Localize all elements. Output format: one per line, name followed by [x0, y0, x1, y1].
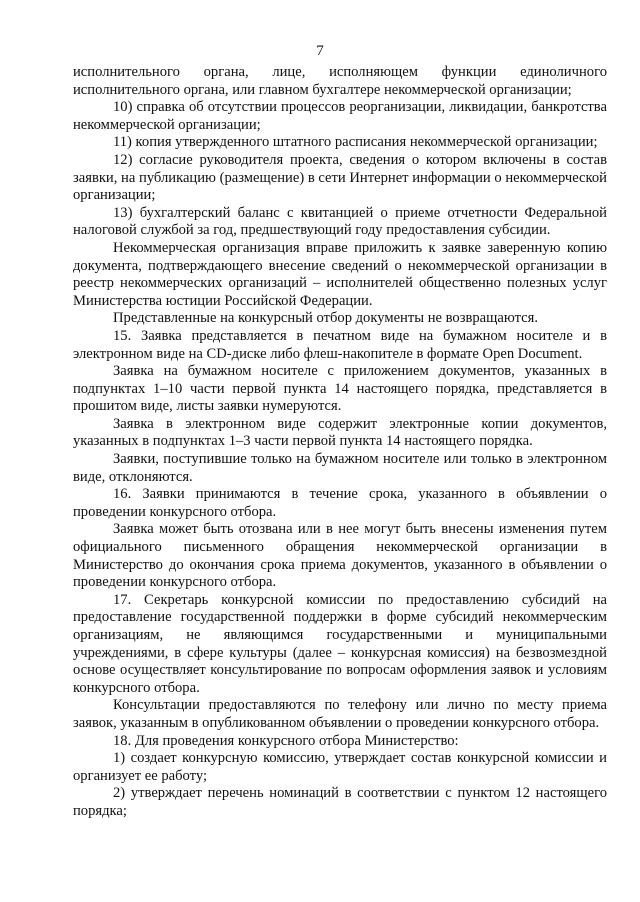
paragraph-documents-not-returned: Представленные на конкурсный отбор документы не возвращаются.: [113, 310, 538, 327]
clause-15: 15. Заявка представляется в печатном виде на бумажном носителе и в электронном виде на CD-диске либо флеш-накопителе в формате Open Document.: [73, 327, 607, 362]
list-item-11: 11) копия утвержденного штатного расписания некоммерческой организации;: [113, 134, 598, 151]
paragraph-paper-application: Заявка на бумажном носителе с приложением документов, указанных в подпунктах 1–10 части первой пункта 14 настоящего порядка, представляется в прошитом виде, листы заявки нумеруются.: [73, 363, 607, 415]
document-body: [73, 64, 607, 821]
paragraph-withdrawal: Заявка может быть отозвана или в нее могут быть внесены изменения путем официального письменного обращения некоммерческой организации в Министерство до окончания срока приема документов, указанного в объявлении о проведении конкурсного отбора.: [73, 521, 607, 591]
paragraph-consultations: Консультации предоставляются по телефону или лично по месту приема заявок, указанным в опубликованном объявлении о проведении конкурсного отбора.: [73, 697, 607, 731]
list-item-18-2: 2) утверждает перечень номинаций в соответствии с пунктом 12 настоящего порядка;: [73, 785, 607, 819]
clause-16: 16. Заявки принимаются в течение срока, указанного в объявлении о проведении конкурсного отбора.: [73, 486, 607, 520]
paragraph-rejected-applications: Заявки, поступившие только на бумажном носителе или только в электронном виде, отклоняются.: [73, 451, 607, 485]
paragraph-optional-document: Некоммерческая организация вправе приложить к заявке заверенную копию документа, подтверждающего внесение сведений о некоммерческой организации в реестр некоммерческих организаций – исполнителей общественно полезных услуг Министерства юстиции Российской Федерации.: [73, 239, 607, 309]
paragraph-electronic-application: Заявка в электронном виде содержит электронные копии документов, указанных в подпунктах 1–3 части первой пункта 14 настоящего порядка.: [73, 415, 607, 450]
list-item-10: 10) справка об отсутствии процессов реорганизации, ликвидации, банкротства некоммерческой организации;: [73, 99, 607, 133]
paragraph-continuation: исполнительного органа, лице, исполняющем функции единоличного исполнительного органа, или главном бухгалтере некоммерческой организации;: [73, 64, 607, 98]
page-number: 7: [316, 43, 324, 59]
clause-18: 18. Для проведения конкурсного отбора Министерство:: [113, 732, 459, 749]
list-item-13: 13) бухгалтерский баланс с квитанцией о приеме отчетности Федеральной налоговой службой за год, предшествующий году предоставления субсидии.: [73, 204, 607, 239]
list-item-18-1: 1) создает конкурсную комиссию, утверждает состав конкурсной комиссии и организует ее работу;: [73, 750, 607, 784]
clause-17: 17. Секретарь конкурсной комиссии по предоставлению субсидий на предоставление государственной поддержки в форме субсидий некоммерческим организациям, не являющимся государственными и муниципальными учреждениями, в сфере культуры (далее – конкурсная комиссия) на безвозмездной основе осуществляет консультирование по вопросам оформления заявок и условиям конкурсного отбора.: [73, 591, 607, 696]
list-item-12: 12) согласие руководителя проекта, сведения о котором включены в состав заявки, на публикацию (размещение) в сети Интернет информации о некоммерческой организации;: [73, 151, 607, 204]
